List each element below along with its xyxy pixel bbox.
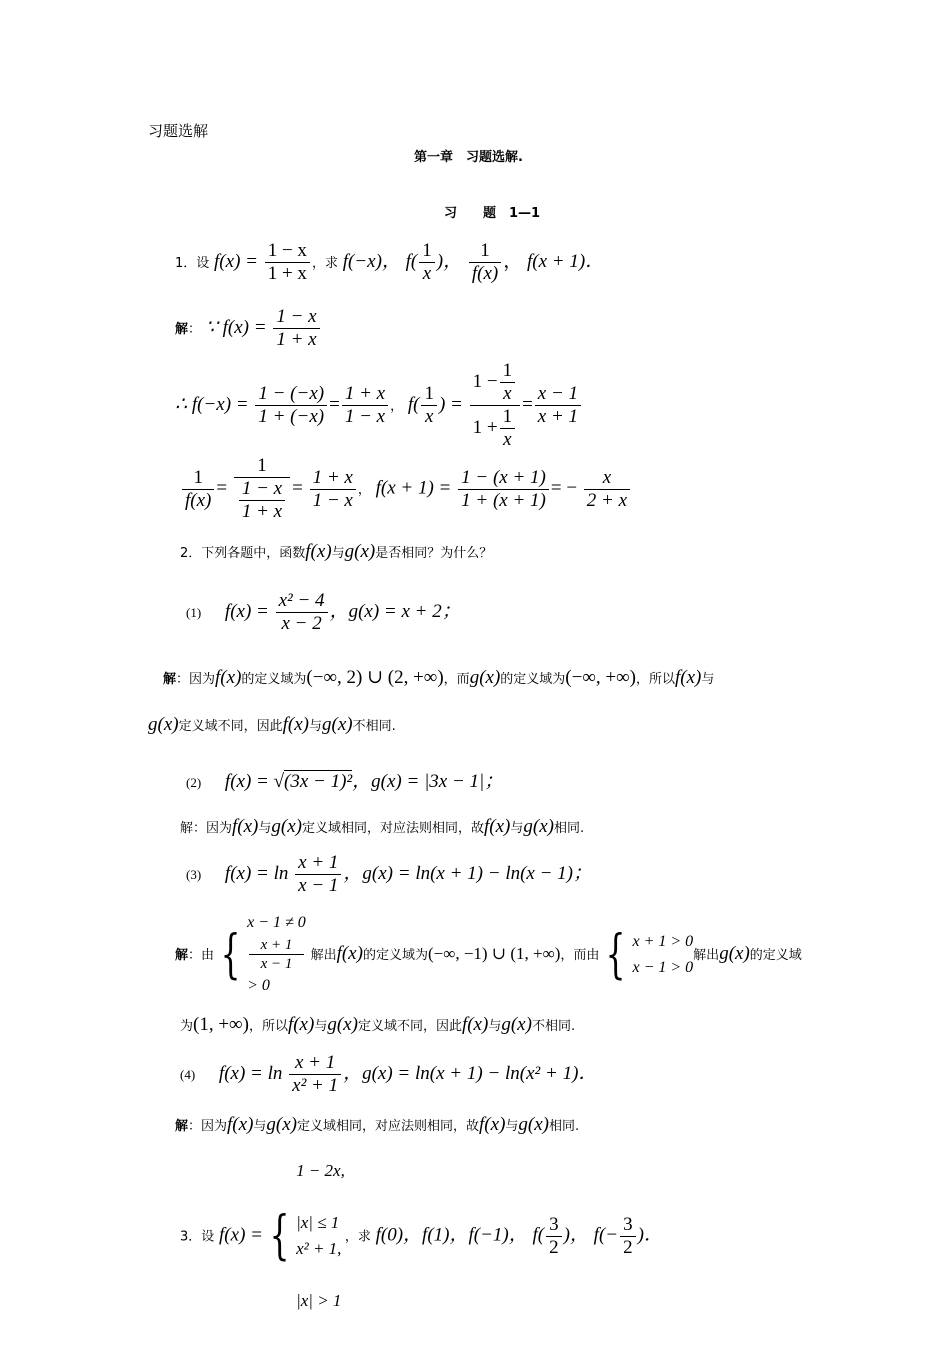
problem-2-part-3: (3) f(x) = ln $\frac{x + 1}{x - 1}$ ，g(x) = ln(x + 1) − ln(x − 1)； — [186, 852, 593, 896]
answer-2-4: 解：因为f(x)与g(x)定义域相同，对应法则相同，故f(x)与g(x)相同. — [175, 1114, 580, 1135]
chapter-title: 第一章 习题选解. — [414, 150, 523, 165]
answer-2-3-line-1: 解：由 { x − 1 ≠ 0 x + 1 x − 1 > 0 解出f(x)的定义域为(−∞, −1) ∪ (1, +∞)，而由 { x + 1 > 0 x − 1 > 0 解出g(x)的定义域 — [175, 914, 802, 994]
answer-2-3-line-2: 为(1, +∞)，所以f(x)与g(x)定义域不同，因此f(x)与g(x)不相同. — [180, 1014, 576, 1035]
problem-2-part-1: (1) f(x) = $\frac{\text{x² − 4}}{x - 2}$ ，g(x) = x + 2； — [186, 590, 461, 634]
problem-2: 2．下列各题中，函数f(x)与g(x)是否相同？为什么？ — [180, 541, 493, 562]
fraction: $\frac{1 - x}{1 + x}$ — [265, 240, 310, 285]
sqrt-icon: √ — [273, 771, 285, 792]
doc-title: 习题选解 — [148, 122, 209, 140]
problem-3: 3．设 f(x) = { 1 − 2x, |x| ≤ 1 x² + 1, |x| > 1 ，求 f(0)，f(1)，f(−1)， f( $\frac{3}{2}$ )， f(− $\frac{3}{2}$ )． — [180, 1161, 663, 1310]
solution-1-line-3: $\frac{1}{f(x)}$ = $\frac{1}{\frac{1 - x}{1 + x}}$ = $\frac{1 + x}{1 - x}$ ， f(x + 1) = $\frac{1 - (x + 1)}{1 + (x + 1)}$ = − $\frac{x}{2 + x}$ — [180, 455, 632, 523]
brace-icon: { — [269, 1206, 290, 1266]
compound-fraction: $\frac{1}{\frac{1 - x}{1 + x}}$ — [234, 455, 290, 523]
section-title: 习 题 1—1 — [444, 206, 541, 221]
problem-2-part-4: (4) f(x) = ln $\frac{x + 1}{\text{x² + 1}}$ ，g(x) = ln(x + 1) − ln(x² + 1)． — [180, 1052, 598, 1096]
brace-icon: { — [220, 924, 241, 985]
problem-1: 1．设 f(x) = $\frac{1 - x}{1 + x}$ ，求 f(−x)， f( $\frac{1}{x}$ )， $\frac{1}{f(x)}$ ， f(x + 1)． — [175, 240, 605, 284]
compound-fraction: 1 − $\frac{1}{x}$ 1 + $\frac{1}{x}$ — [470, 360, 520, 451]
problem-1-number: 1．设 — [175, 255, 210, 271]
solution-1-line-2: ∴ f(−x) = $\frac{1 - (-x)}{1 + (-x)}$ = $\frac{1 + x}{1 - x}$ ， f( $\frac{1}{x}$ ) = 1 − $\frac{1}{x}$ 1 + $\frac{1}{x}$ = $\frac{x - 1}{x + 1}$ — [175, 360, 583, 451]
answer-2-1-line-1: 解：因为f(x)的定义域为(−∞, 2) ∪ (2, +∞)，而g(x)的定义域为(−∞, +∞)，所以f(x)与 — [163, 667, 715, 688]
solution-label: 解 — [175, 321, 189, 337]
answer-2-2: 解：因为f(x)与g(x)定义域相同，对应法则相同，故f(x)与g(x)相同. — [180, 816, 585, 837]
answer-2-1-line-2: g(x)定义域不同，因此f(x)与g(x)不相同. — [148, 714, 396, 735]
solution-1-line-1: 解： ∵ f(x) = $\frac{1 - x}{1 + x}$ — [175, 306, 322, 351]
problem-2-part-2: (2) f(x) = √(3x − 1)²，g(x) = |3x − 1|； — [186, 771, 504, 792]
brace-icon: { — [605, 924, 626, 985]
